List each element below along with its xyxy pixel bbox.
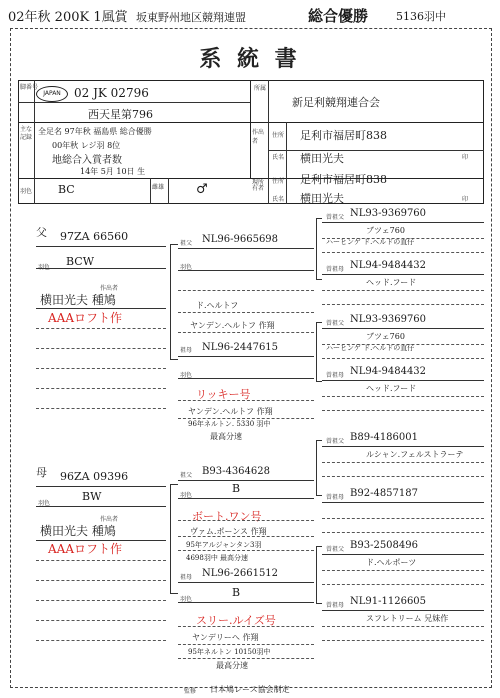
gp-dd-line-3: 最高分速 — [216, 661, 248, 670]
gp-ds-color-label: 羽色 — [180, 492, 193, 499]
gp-ss-line-1: ド.ヘルトフ — [196, 301, 239, 310]
handwritten-header-note: 02年秋 200K 1風賞 — [8, 10, 128, 25]
bird-pedigree-number: 西天星第796 — [88, 108, 153, 121]
gp-ds-line-1: ヴァム.ポーンス 作翔 — [190, 527, 267, 536]
dam-color: BW — [82, 490, 102, 503]
achievement-line-3: 地総合入賞者数 — [52, 155, 122, 166]
gp-ds-label: 祖父 — [180, 472, 193, 479]
sire-color-label: 羽色 — [38, 264, 51, 271]
owner-seal: 印 — [462, 196, 469, 203]
gp-dd-line-2: 95年ネルトン 10150羽中 — [188, 648, 271, 656]
bird-birth-date: 14年 5月 10日 生 — [80, 167, 146, 176]
gp-sd-line-1: ヤンデン.ヘルトフ 作翔 — [188, 407, 273, 416]
footer-label: 監修 — [184, 688, 197, 695]
sire-breeder-label: 作出者 — [100, 285, 119, 292]
handwritten-result: 総合優勝 — [308, 7, 369, 25]
ggp-label: 曽祖父 — [326, 438, 345, 445]
gp-dd-name: スリー.ルイズ号 — [196, 614, 276, 627]
affiliation-label: 所属 — [254, 85, 267, 92]
handwritten-date: 5136羽中 — [396, 10, 446, 23]
sire-ring: 97ZA 66560 — [60, 230, 129, 243]
ggp-line-1: スフレトリーム 兄妹作 — [366, 614, 449, 623]
great-grandparent-5 — [322, 432, 484, 482]
gp-ss-color-label: 羽色 — [180, 264, 193, 271]
owner-address-label: 住所 — [272, 178, 285, 185]
ggp-line-1: ド.ヘルポーツ — [366, 558, 417, 567]
sire-note: AAAロフト作 — [48, 311, 122, 325]
owner-label: 現所有者 — [252, 179, 265, 192]
ggp-line-1: ヘッド.フード — [366, 384, 417, 393]
ggp-label: 曽祖母 — [326, 602, 345, 609]
ggp-label: 曽祖母 — [326, 494, 345, 501]
ggp-line-2: ハーヒンゲ ド.ヘルドの直仔 — [326, 344, 415, 352]
gp-ss-line-2: ヤンデン.ヘルトフ 作翔 — [190, 321, 275, 330]
breeder-name: 横田光夫 — [300, 152, 344, 165]
great-grandparent-8 — [322, 596, 484, 646]
owner-name: 横田光夫 — [300, 192, 344, 205]
bird-sex-label: 雌雄 — [152, 184, 165, 191]
bird-color: BC — [58, 183, 75, 196]
dam-label: 母 — [36, 466, 47, 479]
great-grandparent-4 — [322, 366, 484, 416]
gp-ds-ring: B93-4364628 — [202, 466, 270, 477]
gp-sd-color-label: 羽色 — [180, 372, 193, 379]
ggp-ring: B93-2508496 — [350, 540, 418, 551]
ggp-line-1: ルシャン.フェルストラーテ — [366, 450, 464, 459]
ggp-label: 曽祖父 — [326, 320, 345, 327]
dam-breeder: 横田光夫 種鳩 — [40, 524, 116, 538]
ggp-ring: NL94-9484432 — [350, 366, 427, 377]
dam-note: AAAロフト作 — [48, 542, 122, 556]
bird-sex: ♂ — [196, 182, 208, 197]
great-grandparent-7 — [322, 540, 484, 590]
gp-sd-line-2: 96年ネルトン. 5330 羽中 — [188, 420, 271, 428]
breeder-address: 足利市福居町838 — [300, 129, 387, 142]
gp-ss-ring: NL96-9665698 — [202, 234, 279, 245]
gp-dd-color: B — [232, 586, 241, 599]
dam-connector — [170, 484, 178, 594]
ggp-ring: NL94-9484432 — [350, 260, 427, 271]
achievement-line-2: 00年秋 レジ羽 8位 — [52, 141, 121, 150]
dam-ring: 96ZA 09396 — [60, 470, 129, 483]
gp-sd-line-3: 最高分速 — [210, 432, 242, 441]
gp-sd-name: リッキー号 — [196, 388, 251, 401]
gp-dd-line-1: ヤンデリーへ 作翔 — [192, 633, 259, 642]
gp-dd-ring: NL96-2661512 — [202, 568, 279, 579]
ggp-line-1: ブツェ760 — [366, 226, 405, 235]
gp-ds-line-3: 4698羽中 最高分速 — [186, 554, 249, 562]
owner-name-label: 氏名 — [272, 196, 285, 203]
gp-ds-name: ボート.ワン号 — [192, 510, 262, 523]
bird-affiliation: 新足利競翔連合会 — [292, 96, 380, 109]
ggp-label: 曽祖父 — [326, 214, 345, 221]
dam-breeder-label: 作出者 — [100, 516, 119, 523]
achievement-line-1: 全足名 97年秋 福島県 総合優勝 — [38, 127, 152, 136]
ggp-label: 曽祖母 — [326, 266, 345, 273]
ggp-ring: B89-4186001 — [350, 432, 418, 443]
document-title: 系 統 書 — [199, 46, 301, 72]
great-grandparent-6 — [322, 488, 484, 538]
japan-logo: JAPAN — [36, 86, 68, 102]
great-grandparent-2 — [322, 260, 484, 310]
gp-sd-ring: NL96-2447615 — [202, 342, 279, 353]
printed-race-name: 坂東野州地区競翔連盟 — [136, 11, 246, 24]
ggp-line-1: ブツェ760 — [366, 332, 405, 341]
sire-connector — [170, 244, 178, 360]
ggp-line-1: ヘッド.フード — [366, 278, 417, 287]
sire-color: BCW — [66, 255, 95, 268]
gp-dd-color-label: 羽色 — [180, 596, 193, 603]
great-grandparent-1 — [322, 208, 484, 258]
achievements-label: 主な記録 — [20, 126, 33, 141]
gp-ss-label: 祖父 — [180, 240, 193, 247]
dam-color-label: 羽色 — [38, 500, 51, 507]
great-grandparent-3 — [322, 314, 484, 364]
ggp-label: 曽祖父 — [326, 546, 345, 553]
breeder-seal: 印 — [462, 154, 469, 161]
sire-label: 父 — [36, 226, 47, 239]
gp-sd-label: 祖母 — [180, 347, 193, 354]
breeder-name-label: 氏名 — [272, 154, 285, 161]
ring-label: 脚番号 — [20, 84, 39, 91]
ggp-ring: NL91-1126605 — [350, 596, 427, 607]
sire-breeder: 横田光夫 種鳩 — [40, 293, 116, 307]
breeder-label: 作出者 — [252, 129, 265, 145]
ggp-line-2: ハーヒンゲ ド.ヘルドの直仔 — [326, 238, 415, 246]
gp-ds-line-2: 95年アルジャンタン3羽 — [186, 541, 262, 549]
ggp-ring: B92-4857187 — [350, 488, 418, 499]
bird-ring-number: 02 JK 02796 — [74, 86, 149, 100]
footer-org: 日本鳩レース協会制定 — [210, 685, 290, 694]
ggp-label: 曽祖母 — [326, 372, 345, 379]
owner-address: 足利市福居町838 — [300, 173, 387, 186]
bird-color-label: 羽色 — [20, 188, 33, 195]
gp-dd-label: 祖母 — [180, 574, 193, 581]
ggp-ring: NL93-9369760 — [350, 314, 427, 325]
ggp-ring: NL93-9369760 — [350, 208, 427, 219]
gp-ds-color: B — [232, 482, 241, 495]
breeder-address-label: 住所 — [272, 132, 285, 139]
